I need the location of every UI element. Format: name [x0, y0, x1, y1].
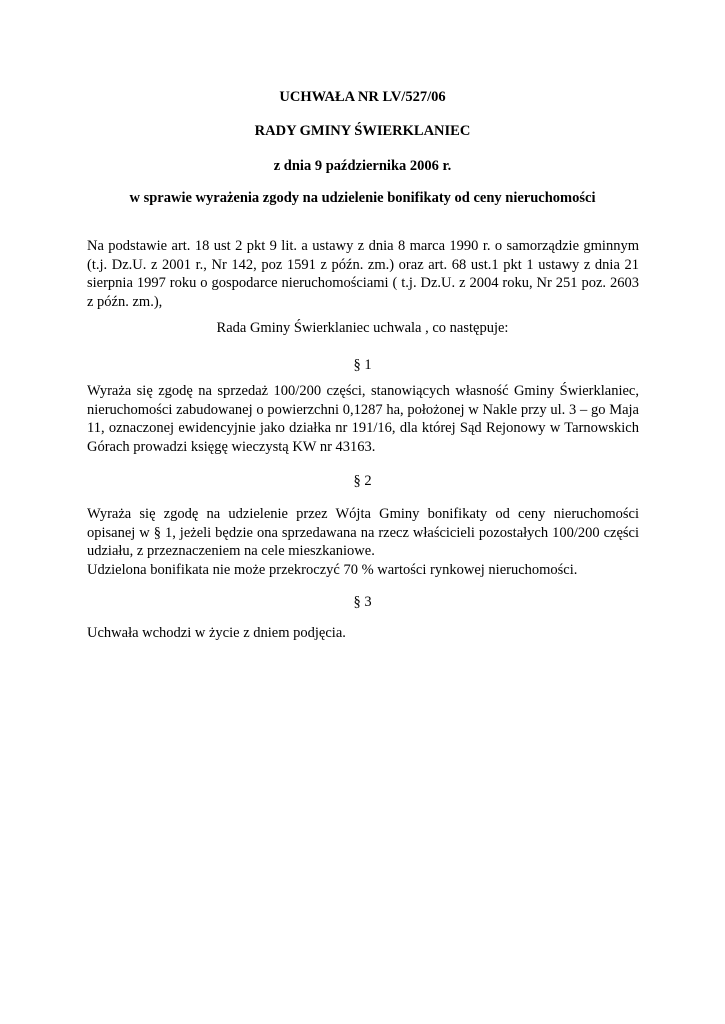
section-2-mark: § 2 — [353, 473, 372, 489]
resolution-subject: w sprawie wyrażenia zgody na udzielenie bonifikaty od ceny nieruchomości — [129, 190, 596, 206]
section-2-paragraph-1: Wyraża się zgodę na udzielenie przez Wójta Gminy bonifikaty od ceny nieruchomości opisanej w § 1, jeżeli będzie ona sprzedawana na rzecz właścicieli pozostałych 100/200 części udziału, z przeznaczeniem na cele mieszkaniowe. — [87, 506, 639, 560]
section-3-mark: § 3 — [353, 594, 372, 610]
section-1-text — [87, 382, 639, 456]
section-2-paragraph-2: Udzielona bonifikata nie może przekroczyć 70 % wartości rynkowej nieruchomości. — [87, 561, 578, 578]
section-2-text — [87, 505, 639, 579]
section-1-mark: § 1 — [353, 357, 372, 373]
resolution-title: UCHWAŁA NR LV/527/06 — [279, 89, 446, 105]
preamble-paragraph: Na podstawie art. 18 ust 2 pkt 9 lit. a ustawy z dnia 8 marca 1990 r. o samorządzie gminnym (t.j. Dz.U. z 2001 r., Nr 142, poz 1591 z późn. zm.) oraz art. 68 ust.1 pkt 1 ustawy z dnia 21 sierpnia 1997 roku o gospodarce nieruchomościami ( t.j. Dz.U. z 2004 roku, Nr 251 poz. 2603 z późn. zm.), — [87, 238, 639, 310]
council-name: RADY GMINY ŚWIERKLANIEC — [254, 123, 471, 139]
resolution-date: z dnia 9 października 2006 r. — [273, 158, 452, 174]
section-1-paragraph: Wyraża się zgodę na sprzedaż 100/200 części, stanowiących własność Gminy Świerklaniec, nieruchomości zabudowanej o powierzchni 0,1287 ha, położonej w Nakle przy ul. 3 – go Maja 11, oznaczonej ewidencyjnie jako działka nr 191/16, dla której Sąd Rejonowy w Tarnowskich Górach prowadzi księgę wieczystą KW nr 43163. — [87, 383, 639, 455]
section-3-text — [87, 624, 639, 643]
section-3-paragraph: Uchwała wchodzi w życie z dniem podjęcia. — [87, 625, 346, 641]
resolves-line: Rada Gminy Świerklaniec uchwala , co następuje: — [216, 320, 509, 336]
